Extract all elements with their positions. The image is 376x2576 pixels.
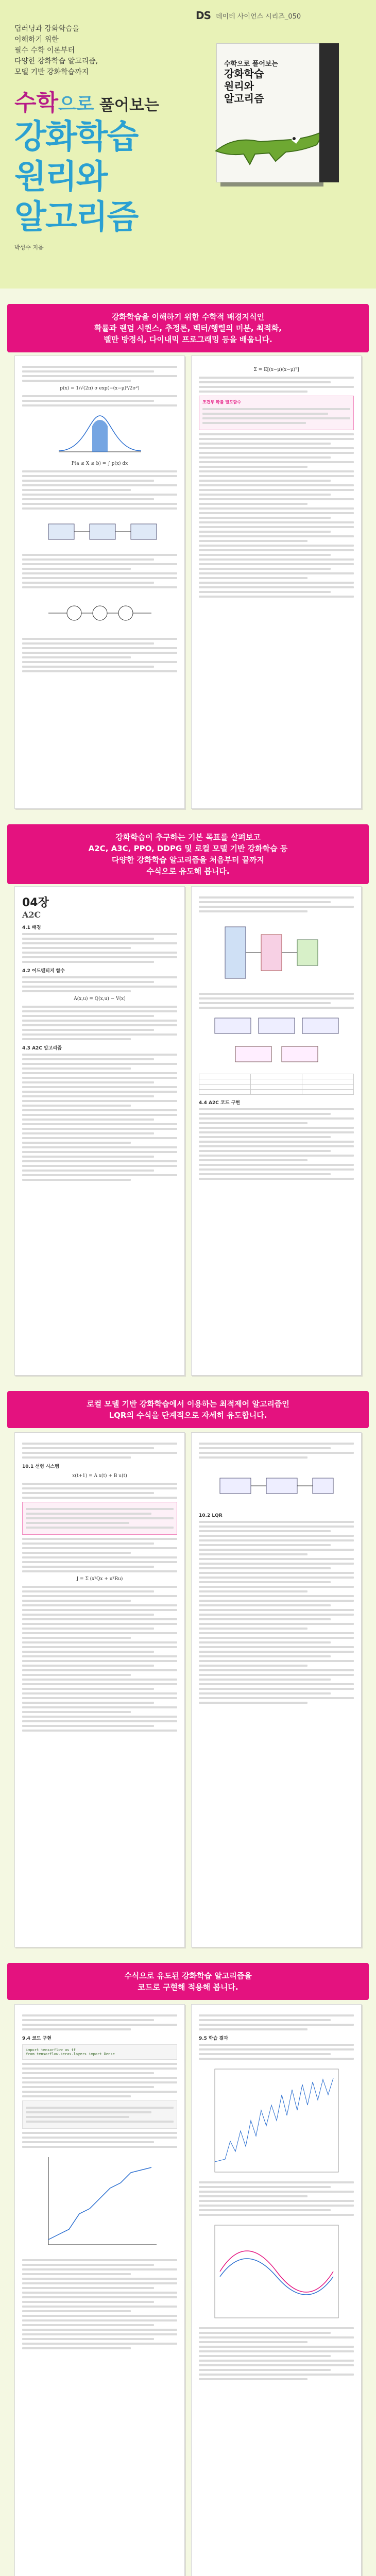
sample-spread-4 [14, 2004, 362, 2576]
control-diagram [210, 1463, 344, 1509]
definition-box [199, 396, 354, 430]
equation: P(a ≤ X ≤ b) = ∫ p(x) dx [71, 461, 128, 466]
book-cover [216, 43, 319, 182]
pitch-line: 다양한 강화학습 알고리즘, [14, 57, 98, 65]
banner-line: LQR의 수식을 단계적으로 자세히 유도합니다. [109, 1411, 267, 1420]
banner-line: 강화학습을 이해하기 위한 수학적 배경지식인 [111, 312, 265, 321]
system-diagram [38, 514, 162, 550]
pitch-line: 딥러닝과 강화학습을 [14, 25, 80, 33]
equation: J = Σ (xᵀQx + uᵀRu) [76, 1577, 123, 1582]
book-cover-title [224, 67, 264, 105]
sample-page-left [14, 886, 185, 1376]
title-part-solve: 풀어보는 [94, 96, 159, 114]
banner-line: 코드로 구현해 적용해 봅니다. [138, 1982, 238, 1992]
estimation-figure [43, 592, 157, 634]
equation: x(t+1) = A x(t) + B u(t) [72, 1473, 127, 1479]
title-part-math: 수학 [14, 90, 59, 116]
chapter-title: A2C [22, 910, 41, 920]
sample-spread-3 [14, 1432, 362, 1947]
series-label: 데이테 사이언스 시리즈_050 [216, 12, 301, 21]
sample-page-left [14, 1432, 185, 1947]
banner-line: 강화학습이 추구하는 기본 목표를 살펴보고 [115, 833, 261, 842]
book-title [14, 92, 159, 238]
reward-plot [210, 2064, 344, 2177]
sample-page-right [191, 1432, 362, 1947]
book-cover-title-line: 알고리즘 [224, 92, 264, 105]
flow-diagram [210, 1013, 344, 1070]
section-title: 10.2 LQR [199, 1513, 223, 1518]
code-line: from tensorflow.keras.layers import Dense [26, 2052, 115, 2056]
derivation-box [22, 1502, 177, 1535]
sample-page-right [191, 355, 362, 809]
section-title: 4.3 A2C 알고리즘 [22, 1046, 62, 1051]
series-brand [196, 9, 301, 22]
feature-banner-3 [7, 1391, 369, 1428]
banner-line: 벨만 방정식, 다이내믹 프로그래밍 등을 배웁니다. [104, 335, 272, 344]
book-cover-title-line: 원리와 [224, 80, 254, 92]
section-title: 10.1 선형 시스템 [22, 1464, 59, 1469]
book-cover-title-line: 강화학습 [224, 67, 264, 80]
section-title: 4.2 어드밴티지 함수 [22, 969, 65, 974]
section-title: 9.4 코드 구현 [22, 2036, 52, 2041]
code-line: import tensorflow as tf [26, 2048, 76, 2052]
network-diagram [210, 917, 344, 989]
sample-page-left [14, 355, 185, 809]
banner-line: 수식으로 유도된 강화학습 알고리즘을 [124, 1971, 252, 1980]
hero-pitch [14, 24, 98, 78]
pitch-line: 필수 수학 이론부터 [14, 46, 75, 55]
sample-page-right [191, 2004, 362, 2576]
brand-mark: DS [196, 9, 211, 22]
feature-banner-2 [7, 824, 369, 884]
gaussian-figure [54, 411, 146, 457]
hero-section [0, 0, 376, 289]
code-block [22, 2044, 177, 2060]
sample-page-left [14, 2004, 185, 2576]
author: 박성수 지음 [14, 244, 44, 251]
crocodile-icon [214, 115, 327, 172]
title-line-3: 알고리즘 [14, 198, 138, 236]
banner-line: 수식으로 유도해 봅니다. [146, 867, 230, 876]
title-part-with: 으로 [58, 94, 94, 115]
banner-line: 다양한 강화학습 알고리즘을 처음부터 끝까지 [111, 855, 265, 865]
definition-title: 조건부 확률 밀도함수 [202, 400, 242, 404]
sample-spread-2 [14, 886, 362, 1376]
sample-page-right [191, 886, 362, 1376]
banner-line: A2C, A3C, PPO, DDPG 및 로컬 모델 기반 강화학습 등 [88, 844, 288, 853]
title-prefix [14, 92, 159, 117]
equation: A(x,u) = Q(x,u) − V(x) [74, 996, 126, 1002]
pitch-line: 모델 기반 강화학습까지 [14, 68, 89, 76]
title-line-1: 강화학습 [14, 118, 138, 156]
banner-line: 확률과 랜덤 시퀀스, 추정론, 벡터/행렬의 미분, 최적화, [94, 324, 282, 333]
hyperparam-table [199, 1074, 354, 1095]
chapter-number: 04장 [22, 896, 49, 909]
pitch-line: 이해하기 위한 [14, 36, 59, 44]
section-title: 9.5 학습 결과 [199, 2036, 228, 2041]
section-title: 4.1 배경 [22, 925, 41, 930]
title-line-2: 원리와 [14, 158, 107, 196]
book-spine [319, 43, 339, 182]
banner-line: 로컬 모델 기반 강화학습에서 이용하는 최적제어 알고리즘인 [87, 1399, 289, 1409]
section-title: 4.4 A2C 코드 구현 [199, 1100, 240, 1106]
feature-banner-1 [7, 304, 369, 352]
book-cover-subtitle: 수학으로 풀어보는 [224, 60, 278, 68]
learning-curve-figure [38, 2152, 162, 2255]
sample-spread-1 [14, 355, 362, 809]
code-block [22, 2100, 177, 2129]
trajectory-plot [210, 2220, 344, 2323]
feature-banner-4 [7, 1963, 369, 2000]
equation: Σ = E[(x−μ)(x−μ)ᵀ] [253, 367, 299, 372]
equation: p(x) = 1/√(2π) σ exp(−(x−μ)²/2σ²) [60, 386, 140, 391]
